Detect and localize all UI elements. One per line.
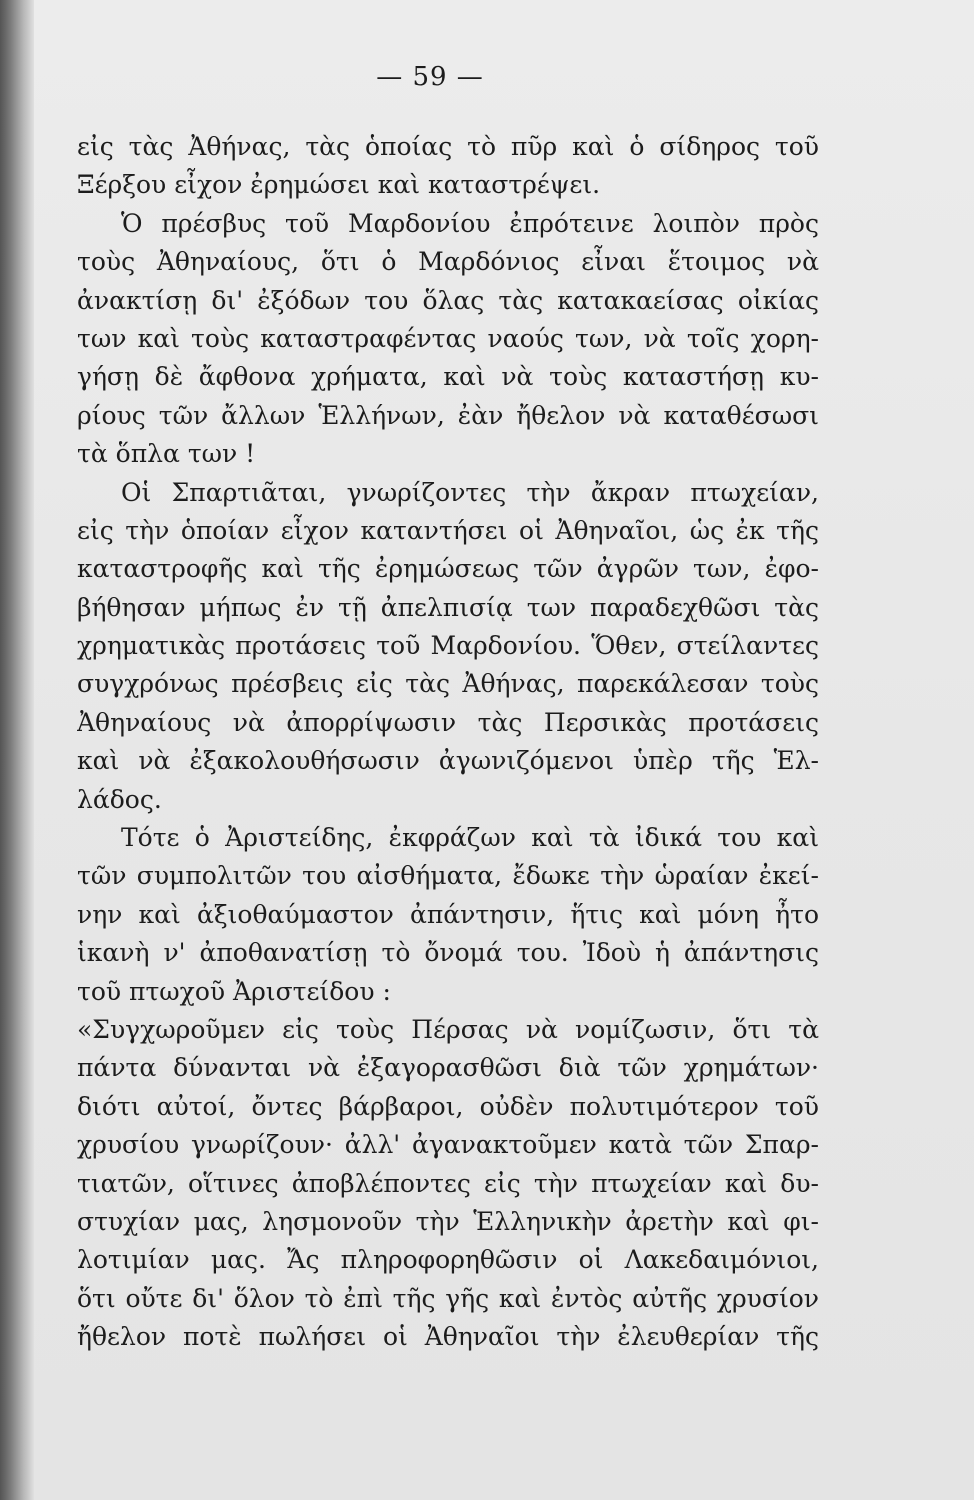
text-line: «Συγχωροῦμεν εἰς τοὺς Πέρσας νὰ νομίζωσιν, ὅτι τὰ [77,1014,819,1044]
text-line: καὶ νὰ ἐξακολουθήσωσιν ἀγωνιζόμενοι ὑπὲρ τῆς Ἑλ- [77,746,819,776]
text-line: τιατῶν, οἵτινες ἀποβλέποντες εἰς τὴν πτωχείαν καὶ δυ- [77,1168,819,1198]
text-line: τοῦ πτωχοῦ Ἀριστείδου : [77,976,391,1006]
text-line: Οἱ Σπαρτιᾶται, γνωρίζοντες τὴν ἄκραν πτωχείαν, [121,477,819,507]
text-line: χρηματικὰς προτάσεις τοῦ Μαρδονίου. Ὅθεν, στείλαντες [77,631,819,661]
page-number: — 59 — [376,62,484,92]
text-line: ἀνακτίσῃ δι' ἐξόδων του ὅλας τὰς κατακαείσας οἰκίας [77,285,819,315]
text-line: τοὺς Ἀθηναίους, ὅτι ὁ Μαρδόνιος εἶναι ἕτοιμος νὰ [77,247,819,277]
text-line: των καὶ τοὺς καταστραφέντας ναούς των, νὰ τοῖς χορη- [77,323,819,353]
text-line: ἱκανὴ ν' ἀποθανατίσῃ τὸ ὄνομά του. Ἰδοὺ ἡ ἀπάντησις [77,938,819,968]
text-line: διότι αὐτοί, ὄντες βάρβαροι, οὐδὲν πολυτιμότερον τοῦ [77,1091,819,1121]
text-line: ὅτι οὔτε δι' ὅλον τὸ ἐπὶ τῆς γῆς καὶ ἐντὸς αὐτῆς χρυσίον [77,1283,819,1313]
text-line: τῶν συμπολιτῶν του αἰσθήματα, ἔδωκε τὴν ὡραίαν ἐκεί- [77,861,819,891]
text-line: γήσῃ δὲ ἄφθονα χρήματα, καὶ νὰ τοὺς καταστήσῃ κυ- [77,362,819,392]
text-line: χρυσίου γνωρίζουν· ἀλλ' ἀγανακτοῦμεν κατὰ τῶν Σπαρ- [77,1130,819,1160]
text-line: πάντα δύνανται νὰ ἐξαγορασθῶσι διὰ τῶν χρημάτων· [77,1053,819,1083]
text-line: Ὁ πρέσβυς τοῦ Μαρδονίου ἐπρότεινε λοιπὸν πρὸς [121,208,819,238]
text-line: Ξέρξου εἶχον ἐρημώσει καὶ καταστρέψει. [77,170,601,200]
text-line: στυχίαν μας, λησμονοῦν τὴν Ἑλληνικὴν ἀρετὴν καὶ φι- [77,1206,819,1236]
text-line: λάδος. [77,784,162,814]
text-line: Ἀθηναίους νὰ ἀπορρίψωσιν τὰς Περσικὰς προτάσεις [77,707,819,737]
text-line: ρίους τῶν ἄλλων Ἑλλήνων, ἐὰν ἤθελον νὰ καταθέσωσι [77,400,819,430]
text-line: καταστροφῆς καὶ τῆς ἐρημώσεως τῶν ἀγρῶν των, ἐφο- [77,554,819,584]
page-gutter-shadow [0,0,34,1500]
body-text [77,128,819,1357]
text-line: συγχρόνως πρέσβεις εἰς τὰς Ἀθήνας, παρεκάλεσαν τοὺς [77,669,819,699]
text-line: ἤθελον ποτὲ πωλήσει οἱ Ἀθηναῖοι τὴν ἐλευθερίαν τῆς [77,1322,819,1352]
text-line: τὰ ὅπλα των ! [77,439,256,469]
text-line: βήθησαν μήπως ἐν τῇ ἀπελπισίᾳ των παραδεχθῶσι τὰς [77,592,819,622]
text-line: εἰς τὰς Ἀθήνας, τὰς ὁποίας τὸ πῦρ καὶ ὁ σίδηρος τοῦ [77,132,819,161]
text-line: Τότε ὁ Ἀριστείδης, ἐκφράζων καὶ τὰ ἰδικά του καὶ [121,823,819,853]
text-line: εἰς τὴν ὁποίαν εἶχον καταντήσει οἱ Ἀθηναῖοι, ὡς ἐκ τῆς [77,515,819,545]
text-line: νην καὶ ἀξιοθαύμαστον ἀπάντησιν, ἥτις καὶ μόνη ἦτο [77,899,819,929]
text-line: λοτιμίαν μας. Ἄς πληροφορηθῶσιν οἱ Λακεδαιμόνιοι, [77,1245,819,1275]
